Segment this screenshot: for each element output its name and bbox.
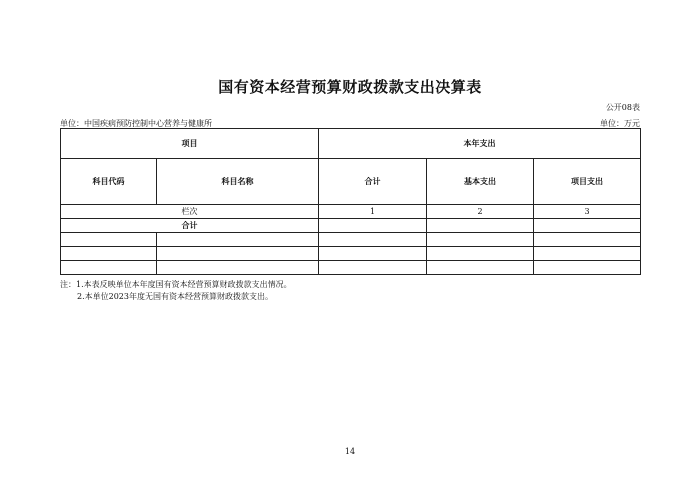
table-cell (319, 219, 427, 233)
table-header-row (61, 129, 641, 159)
row-index-1: 1 (319, 205, 427, 219)
table-cell (427, 247, 534, 261)
table-cell (534, 219, 641, 233)
table-cell (61, 233, 157, 247)
table-cell (319, 247, 427, 261)
table-row (61, 261, 641, 275)
col-subject-code: 科目代码 (61, 159, 157, 205)
table-notes (60, 279, 292, 303)
note-line-2: 2.本单位2023年度无国有资本经营预算财政拨款支出。 (77, 292, 273, 301)
header-project: 项目 (61, 129, 319, 159)
table-cell (157, 247, 319, 261)
row-index-2: 2 (427, 205, 534, 219)
table-cell (61, 247, 157, 261)
note-line-1: 注：1.本表反映单位本年度国有资本经营预算财政拨款支出情况。 (60, 280, 292, 289)
table-cell (427, 219, 534, 233)
col-subject-name: 科目名称 (157, 159, 319, 205)
header-expenditure: 本年支出 (319, 129, 641, 159)
table-cell (534, 261, 641, 275)
table-row (61, 247, 641, 261)
form-code: 公开08表 (605, 103, 640, 112)
col-project-expenditure: 项目支出 (534, 159, 641, 205)
table-cell (157, 261, 319, 275)
table-cell (319, 261, 427, 275)
table-subheader-row (61, 159, 641, 205)
col-total: 合计 (319, 159, 427, 205)
table-cell (319, 233, 427, 247)
row-index-3: 3 (534, 205, 641, 219)
money-unit-label: 单位：万元 (600, 119, 640, 128)
table-row (61, 233, 641, 247)
page-title: 国有资本经营预算财政拨款支出决算表 (218, 78, 482, 96)
table-cell (534, 247, 641, 261)
table-cell (157, 233, 319, 247)
table-cell (61, 261, 157, 275)
table-cell (427, 233, 534, 247)
table-cell (427, 261, 534, 275)
organization-label: 单位：中国疾病预防控制中心营养与健康所 (60, 119, 212, 128)
table-row-total (61, 219, 641, 233)
row-total-label: 合计 (61, 219, 319, 233)
table-row-index (61, 205, 641, 219)
col-basic-expenditure: 基本支出 (427, 159, 534, 205)
page-number: 14 (344, 447, 356, 456)
expenditure-table (60, 128, 641, 275)
row-index-label: 栏次 (61, 205, 319, 219)
table-cell (534, 233, 641, 247)
